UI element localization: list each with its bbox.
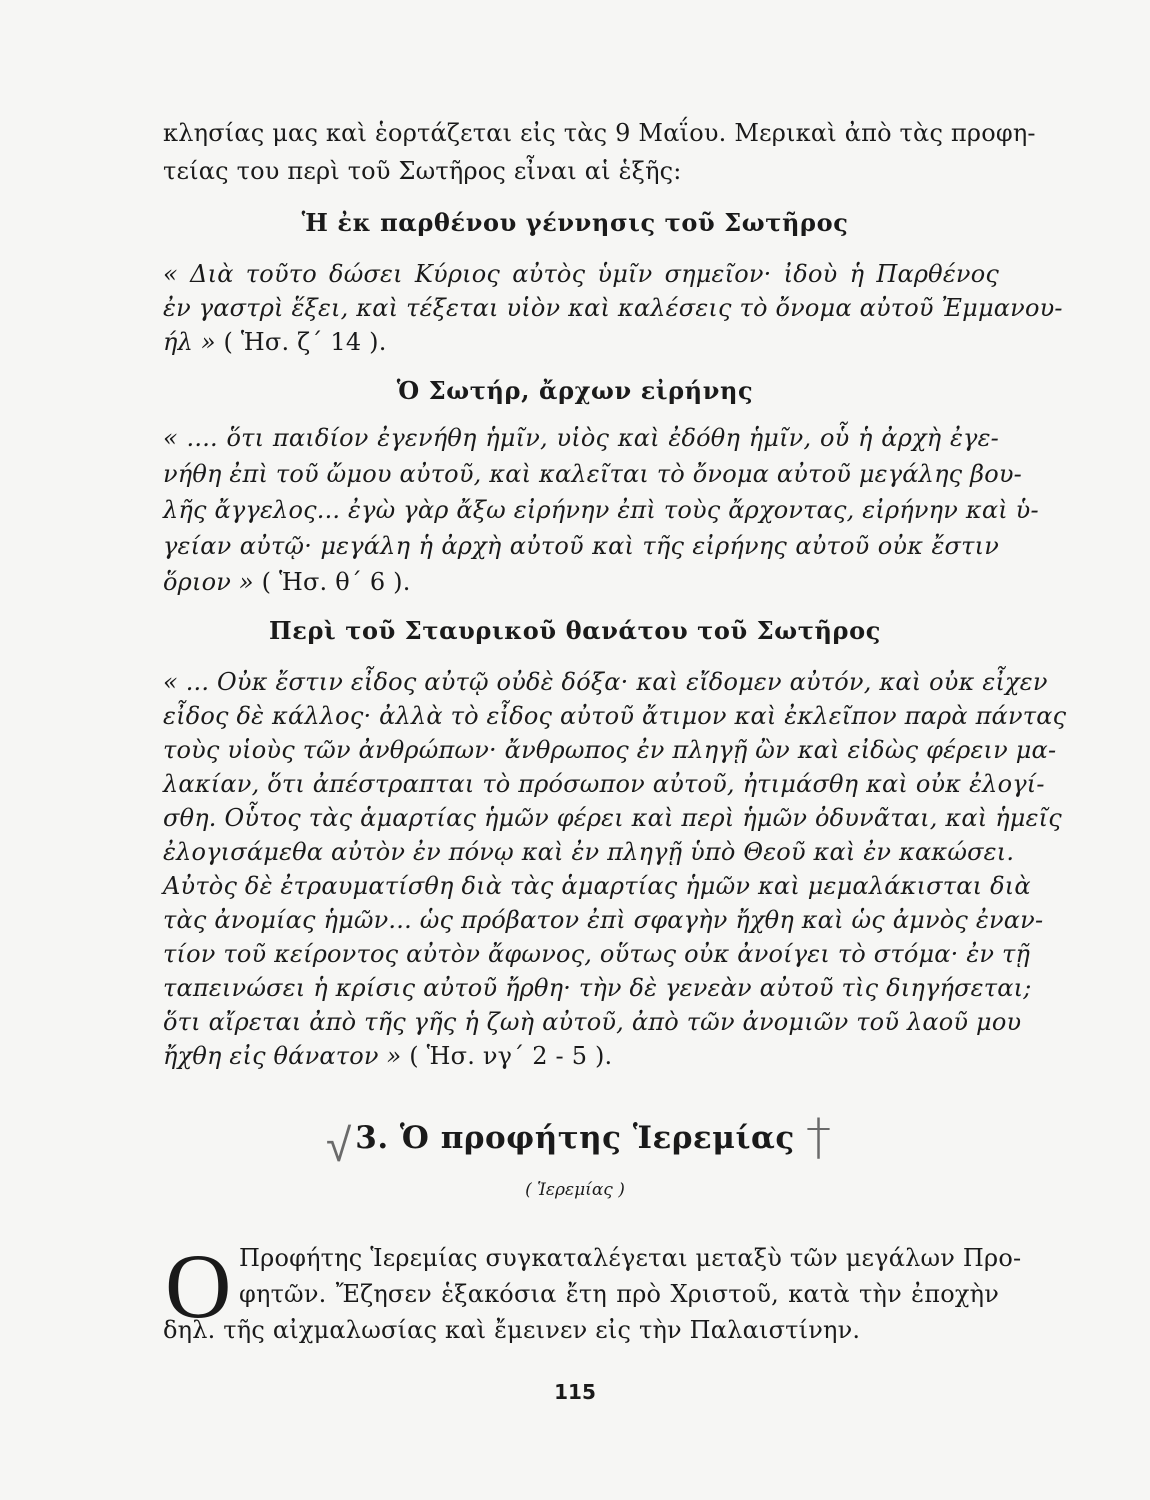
text-line: λῆς ἄγγελος... ἐγὼ γὰρ ἄξω εἰρήνην ἐπὶ τοὺς ἄρχοντας, εἰρήνην καὶ ὑ- bbox=[163, 496, 1039, 524]
drop-cap: Ο bbox=[165, 1235, 232, 1337]
text-line: κλησίας μας καὶ ἑορτάζεται εἰς τὰς 9 Μαΐου. Μερικαὶ ἀπὸ τὰς προφη- bbox=[163, 119, 1036, 147]
text-line: « ... Οὐκ ἔστιν εἶδος αὐτῷ οὐδὲ δόξα· καὶ εἴδομεν αὐτόν, καὶ οὐκ εἶχεν bbox=[163, 668, 1048, 696]
text-line: ἐλογισάμεθα αὐτὸν ἐν πόνῳ καὶ ἐν πληγῇ ὑπὸ Θεοῦ καὶ ἐν κακώσει. bbox=[163, 838, 1015, 866]
text-line bbox=[163, 564, 999, 600]
text-line: ταπεινώσει ἡ κρίσις αὐτοῦ ἤρθη· τὴν δὲ γενεὰν αὐτοῦ τὶς διηγήσεται; bbox=[163, 974, 1032, 1002]
quote-end: ὅριον » bbox=[163, 568, 254, 596]
pencil-cross-icon: † bbox=[806, 1108, 831, 1166]
scripture-reference: ( Ἡσ. νγ΄ 2 - 5 ). bbox=[401, 1042, 613, 1070]
text-line: Αὐτὸς δὲ ἐτραυματίσθη διὰ τὰς ἁμαρτίας ἡμῶν καὶ μεμαλάκισται διὰ bbox=[163, 872, 1031, 900]
text-line: τείας του περὶ τοῦ Σωτῆρος εἶναι αἱ ἑξῆς: bbox=[163, 157, 682, 185]
text-line: φητῶν. Ἔζησεν ἑξακόσια ἔτη πρὸ Χριστοῦ, κατὰ τὴν ἐποχὴν bbox=[239, 1280, 999, 1308]
text-line: Προφήτης Ἱερεμίας συγκαταλέγεται μεταξὺ τῶν μεγάλων Προ- bbox=[239, 1244, 1022, 1272]
page-number: 115 bbox=[554, 1380, 596, 1404]
scripture-reference: ( Ἡσ. ζ΄ 14 ). bbox=[215, 328, 387, 356]
text-line: δηλ. τῆς αἰχμαλωσίας καὶ ἔμεινεν εἰς τὴν Παλαιστίνην. bbox=[163, 1316, 861, 1344]
text-line: τοὺς υἱοὺς τῶν ἀνθρώπων· ἄνθρωπος ἐν πληγῇ ὢν καὶ εἰδὼς φέρειν μα- bbox=[163, 736, 1057, 764]
quote-end: ἤχθη εἰς θάνατον » bbox=[163, 1042, 402, 1070]
text-line: εἶδος δὲ κάλλος· ἀλλὰ τὸ εἶδος αὐτοῦ ἄτιμον καὶ ἐκλεῖπον παρὰ πάντας bbox=[163, 702, 1067, 730]
chapter-subtitle: ( Ἱερεμίας ) bbox=[525, 1180, 625, 1200]
text-line: « .... ὅτι παιδίον ἐγενήθη ἡμῖν, υἱὸς καὶ ἐδόθη ἡμῖν, οὗ ἡ ἀρχὴ ἐγε- bbox=[163, 424, 999, 452]
text-line: τίον τοῦ κείροντος αὐτὸν ἄφωνος, οὕτως οὐκ ἀνοίγει τὸ στόμα· ἐν τῇ bbox=[163, 940, 1031, 968]
chapter-title: 3. Ὁ προφήτης Ἱερεμίας bbox=[355, 1120, 795, 1156]
pencil-checkmark-icon: √ bbox=[326, 1118, 352, 1172]
text-line: γείαν αὐτῷ· μεγάλη ἡ ἀρχὴ αὐτοῦ καὶ τῆς εἰρήνης αὐτοῦ οὐκ ἔστιν bbox=[163, 532, 999, 560]
text-line: τὰς ἀνομίας ἡμῶν... ὡς πρόβατον ἐπὶ σφαγὴν ἤχθη καὶ ὡς ἀμνὸς ἐναν- bbox=[163, 906, 1044, 934]
scripture-reference: ( Ἡσ. θ΄ 6 ). bbox=[253, 568, 411, 596]
text-line: λακίαν, ὅτι ἀπέστραπται τὸ πρόσωπον αὐτοῦ, ἠτιμάσθη καὶ οὐκ ἐλογί- bbox=[163, 770, 1045, 798]
text-line: ὅτι αἴρεται ἀπὸ τῆς γῆς ἡ ζωὴ αὐτοῦ, ἀπὸ τῶν ἀνομιῶν τοῦ λαοῦ μου bbox=[163, 1008, 1022, 1036]
text-line: « Διὰ τοῦτο δώσει Κύριος αὐτὸς ὑμῖν σημεῖον· ἰδοὺ ἡ Παρθένος bbox=[163, 260, 999, 288]
section-heading-prince-of-peace: Ὁ Σωτήρ, ἄρχων εἰρήνης bbox=[396, 376, 754, 405]
text-line bbox=[163, 324, 999, 360]
text-line: σθη. Οὗτος τὰς ἁμαρτίας ἡμῶν φέρει καὶ περὶ ἡμῶν ὀδυνᾶται, καὶ ἡμεῖς bbox=[163, 804, 1062, 832]
text-line bbox=[163, 1038, 999, 1074]
section-heading-crucifixion: Περὶ τοῦ Σταυρικοῦ θανάτου τοῦ Σωτῆρος bbox=[269, 616, 881, 645]
section-heading-virgin-birth: Ἡ ἐκ παρθένου γέννησις τοῦ Σωτῆρος bbox=[301, 208, 849, 237]
text-line: ἐν γαστρὶ ἕξει, καὶ τέξεται υἱὸν καὶ καλέσεις τὸ ὄνομα αὐτοῦ Ἐμμανου- bbox=[163, 294, 1063, 322]
text-line: νήθη ἐπὶ τοῦ ὤμου αὐτοῦ, καὶ καλεῖται τὸ ὄνομα αὐτοῦ μεγάλης βου- bbox=[163, 460, 1022, 488]
quote-end: ήλ » bbox=[163, 328, 216, 356]
